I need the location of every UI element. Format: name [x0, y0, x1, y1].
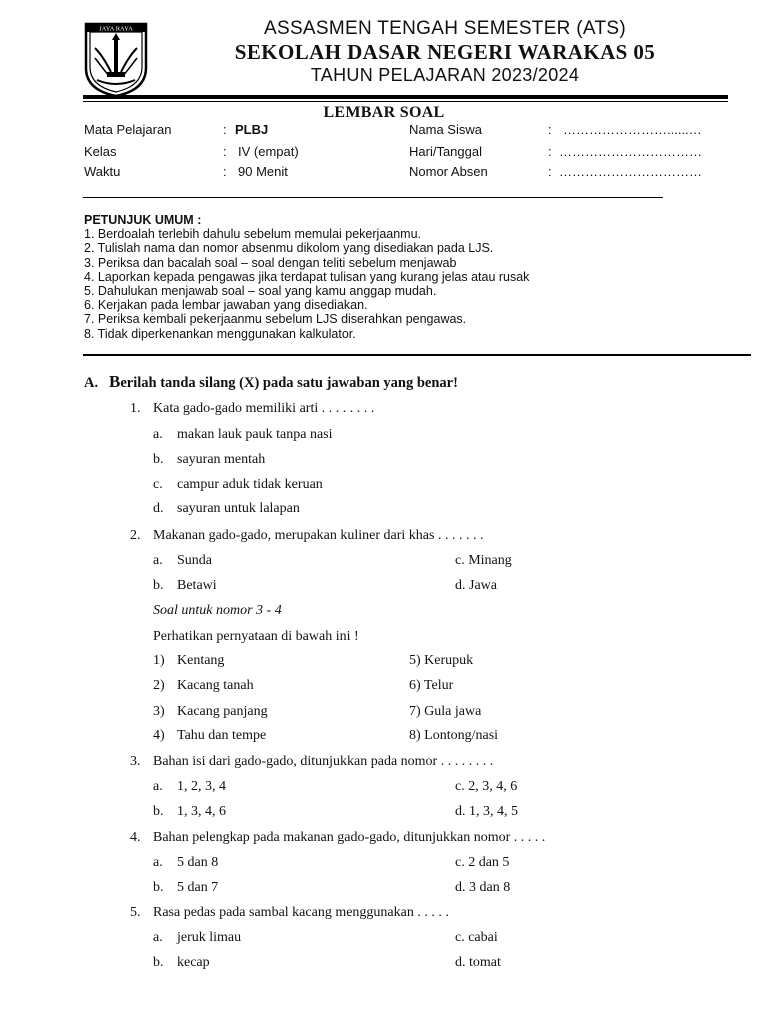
option-letter: c.	[153, 477, 163, 492]
instruction-item: 1. Berdoalah terlebih dahulu sebelum memulai pekerjaanmu.	[84, 227, 422, 242]
option-letter: b.	[153, 880, 164, 895]
question-number: 2.	[130, 528, 141, 543]
list-item: 8) Lontong/nasi	[409, 728, 499, 743]
option-letter: b.	[153, 955, 164, 970]
option-text: c. Minang	[455, 553, 512, 568]
option-text: Sunda	[177, 553, 212, 568]
identity-divider	[83, 197, 663, 198]
option-text: 1, 3, 4, 6	[177, 804, 226, 819]
school-emblem-logo	[83, 18, 149, 98]
header-divider-thick	[83, 95, 728, 99]
list-item: 7) Gula jawa	[409, 704, 482, 719]
field-label-student-name: Nama Siswa	[409, 122, 482, 137]
option-text: jeruk limau	[177, 930, 242, 945]
section-a-heading	[84, 372, 458, 392]
colon: :	[548, 164, 552, 179]
question-text: Rasa pedas pada sambal kacang menggunakan . . . . .	[153, 905, 449, 920]
list-item: Tahu dan tempe	[177, 728, 267, 743]
field-label-date: Hari/Tanggal	[409, 144, 482, 159]
option-text: sayuran mentah	[177, 452, 266, 467]
field-value-absence-number: ……………………………	[559, 164, 702, 179]
header-divider-thin	[83, 101, 728, 102]
instruction-item: 3. Periksa dan bacalah soal – soal dengan teliti sebelum menjawab	[84, 255, 457, 270]
option-text: c. 2 dan 5	[455, 855, 510, 870]
option-text: c. 2, 3, 4, 6	[455, 779, 518, 794]
field-value-date: ……………………………	[559, 144, 702, 159]
question-text: Bahan pelengkap pada makanan gado-gado, ditunjukkan nomor . . . . .	[153, 830, 546, 845]
field-value-student-name: ……………………......…	[563, 122, 702, 137]
list-item: Kacang tanah	[177, 678, 254, 693]
option-letter: a.	[153, 779, 163, 794]
instructions-title: PETUNJUK UMUM :	[84, 213, 202, 227]
section-title-initial: B	[108, 372, 121, 391]
passage-note: Soal untuk nomor 3 - 4	[153, 603, 282, 618]
general-instructions	[84, 213, 529, 341]
list-number: 2)	[153, 678, 165, 693]
school-name: SEKOLAH DASAR NEGERI WARAKAS 05	[234, 40, 656, 64]
field-value-subject: PLBJ	[235, 122, 269, 137]
instructions-divider	[83, 354, 751, 356]
instruction-item: 2. Tulislah nama dan nomor absenmu dikolom yang disediakan pada LJS.	[84, 241, 494, 256]
option-text: 5 dan 8	[177, 855, 219, 870]
option-text: d. 3 dan 8	[455, 880, 511, 895]
instruction-item: 6. Kerjakan pada lembar jawaban yang disediakan.	[84, 298, 368, 313]
colon: :	[548, 122, 552, 137]
list-item: 6) Telur	[409, 678, 454, 693]
option-letter: a.	[153, 427, 163, 442]
academic-year: TAHUN PELAJARAN 2023/2024	[310, 65, 580, 85]
sheet-title: LEMBAR SOAL	[323, 104, 445, 121]
option-letter: d.	[153, 501, 164, 516]
question-number: 4.	[130, 830, 141, 845]
option-text: d. 1, 3, 4, 5	[455, 804, 518, 819]
passage-intro: Perhatikan pernyataan di bawah ini !	[153, 629, 359, 644]
question-text: Bahan isi dari gado-gado, ditunjukkan pada nomor . . . . . . . .	[153, 754, 494, 769]
instruction-item: 5. Dahulukan menjawab soal – soal yang kamu anggap mudah.	[84, 284, 437, 299]
colon: :	[223, 144, 227, 159]
field-value-time: 90 Menit	[238, 164, 288, 179]
exam-title: ASSASMEN TENGAH SEMESTER (ATS)	[264, 18, 626, 39]
option-text: sayuran untuk lalapan	[177, 501, 300, 516]
question-text: Makanan gado-gado, merupakan kuliner dari khas . . . . . . .	[153, 528, 484, 543]
question-text: Kata gado-gado memiliki arti . . . . . . . .	[153, 401, 375, 416]
option-text: d. tomat	[455, 955, 501, 970]
field-label-class: Kelas	[84, 144, 117, 159]
colon: :	[548, 144, 552, 159]
logo-motto: JAYA RAYA	[99, 25, 133, 33]
field-value-class: IV (empat)	[238, 144, 299, 159]
option-text: 1, 2, 3, 4	[177, 779, 226, 794]
instruction-item: 4. Laporkan kepada pengawas jika terdapat tulisan yang kurang jelas atau rusak	[84, 269, 530, 284]
list-item: Kacang panjang	[177, 704, 268, 719]
instruction-item: 8. Tidak diperkenankan menggunakan kalkulator.	[84, 326, 356, 341]
option-text: Betawi	[177, 578, 217, 593]
option-letter: b.	[153, 452, 164, 467]
field-label-time: Waktu	[84, 164, 121, 179]
field-label-absence-number: Nomor Absen	[409, 164, 488, 179]
question-number: 3.	[130, 754, 141, 769]
option-text: 5 dan 7	[177, 880, 219, 895]
question-number: 1.	[130, 401, 141, 416]
instruction-item: 7. Periksa kembali pekerjaanmu sebelum LJS diserahkan pengawas.	[84, 312, 467, 327]
section-title: erilah tanda silang (X) pada satu jawaban yang benar!	[120, 375, 458, 391]
option-text: campur aduk tidak keruan	[177, 477, 323, 492]
colon: :	[223, 122, 227, 137]
question-number: 5.	[130, 905, 141, 920]
field-label-subject: Mata Pelajaran	[84, 122, 172, 137]
option-text: makan lauk pauk tanpa nasi	[177, 427, 333, 442]
section-letter: A.	[84, 375, 99, 391]
option-letter: a.	[153, 930, 163, 945]
option-text: kecap	[177, 955, 210, 970]
list-number: 3)	[153, 704, 165, 719]
list-number: 4)	[153, 728, 165, 743]
colon: :	[223, 164, 227, 179]
list-item: Kentang	[177, 653, 225, 668]
list-number: 1)	[153, 653, 165, 668]
option-letter: a.	[153, 855, 163, 870]
option-letter: b.	[153, 578, 164, 593]
option-text: d. Jawa	[455, 578, 497, 593]
list-item: 5) Kerupuk	[409, 653, 474, 668]
option-text: c. cabai	[455, 930, 498, 945]
option-letter: a.	[153, 553, 163, 568]
option-letter: b.	[153, 804, 164, 819]
jakarta-crest-icon	[83, 18, 149, 98]
